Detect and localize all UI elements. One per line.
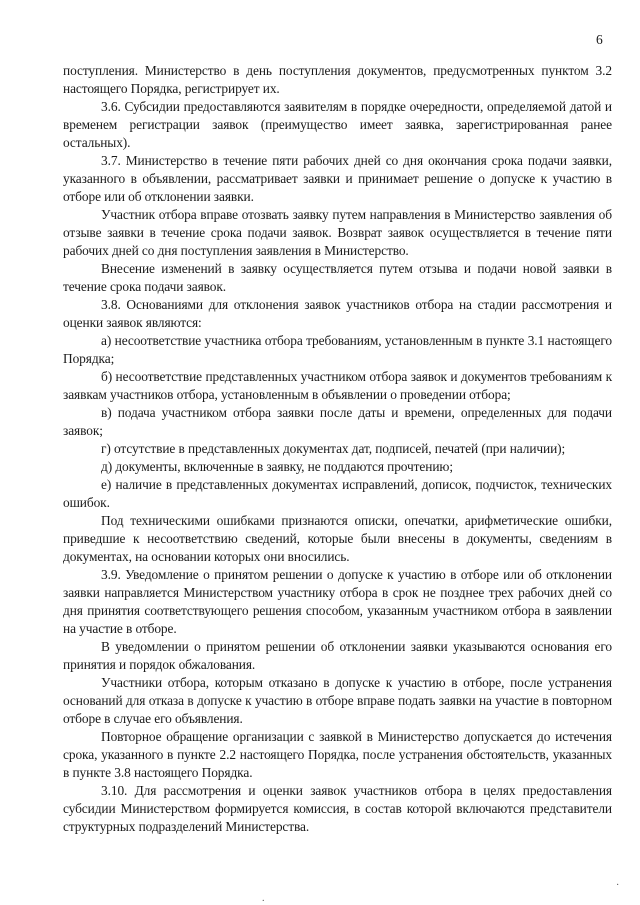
paragraph-withdrawal: Участник отбора вправе отозвать заявку путем направления в Министерство заявления об отзыве заявки в течение срока подачи заявок. Возврат заявок осуществляется в течение пяти рабочих дней со дня поступления заявления в Министерство. (63, 207, 612, 258)
paragraph-3-6: 3.6. Субсидии предоставляются заявителям в порядке очередности, определяемой датой и временем регистрации заявок (преимущество имеет заявка, зарегистрированная ранее остальных). (63, 99, 612, 150)
list-item-a: а) несоответствие участника отбора требованиям, установленным в пункте 3.1 настоящего Порядка; (63, 333, 612, 366)
paragraph-3-9: 3.9. Уведомление о принятом решении о допуске к участию в отборе или об отклонении заявки направляется Министерством участнику отбора в срок не позднее трех рабочих дней со дня принятия соответствующего решения способом, указанным участником отбора в заявлении на участие в отборе. (63, 567, 612, 636)
list-item-e: е) наличие в представленных документах исправлений, дописок, подчисток, технических ошибок. (63, 477, 612, 510)
paragraph-amendments: Внесение изменений в заявку осуществляется путем отзыва и подачи новой заявки в течение срока подачи заявок. (63, 261, 612, 294)
scan-speck: . (262, 893, 265, 904)
document-body (63, 62, 612, 836)
list-item-b: б) несоответствие представленных участником отбора заявок и документов требованиям к заявкам участников отбора, установленным в объявлении о проведении отбора; (63, 369, 612, 402)
paragraph-repeat-application: Повторное обращение организации с заявкой в Министерство допускается до истечения срока, указанного в пункте 2.2 настоящего Порядка, после устранения обстоятельств, указанных в пункте 3.8 настоящего Порядка. (63, 729, 612, 780)
paragraph-technical-errors: Под техническими ошибками признаются описки, опечатки, арифметические ошибки, приведшие к несоответствию сведений, которые были внесены в документы, сведениям в документах, на основании которых они вносились. (63, 513, 612, 564)
paragraph-3-7: 3.7. Министерство в течение пяти рабочих дней со дня окончания срока подачи заявки, указанного в объявлении, рассматривает заявки и принимает решение о допуске к участию в отборе или об отклонении заявки. (63, 153, 612, 204)
paragraph-continuation: поступления. Министерство в день поступления документов, предусмотренных пунктом 3.2 настоящего Порядка, регистрирует их. (63, 63, 612, 96)
list-item-g: г) отсутствие в представленных документах дат, подписей, печатей (при наличии); (101, 441, 566, 456)
scan-speck: · (616, 880, 620, 891)
paragraph-rejection-notice: В уведомлении о принятом решении об отклонении заявки указываются основания его принятия и порядок обжалования. (63, 639, 612, 672)
paragraph-resubmission: Участники отбора, которым отказано в допуске к участию в отборе, после устранения оснований для отказа в допуске к участию в отборе вправе подать заявки на участие в повторном отборе в случае его объявления. (63, 675, 612, 726)
list-item-d: д) документы, включенные в заявку, не поддаются прочтению; (101, 459, 453, 474)
page-number: 6 (596, 32, 603, 47)
paragraph-3-10: 3.10. Для рассмотрения и оценки заявок участников отбора в целях предоставления субсидии Министерством формируется комиссия, в состав которой включаются представители структурных подразделений Министерства. (63, 783, 612, 834)
list-item-v: в) подача участником отбора заявки после даты и времени, определенных для подачи заявок; (63, 405, 612, 438)
paragraph-3-8: 3.8. Основаниями для отклонения заявок участников отбора на стадии рассмотрения и оценки заявок являются: (63, 297, 612, 330)
